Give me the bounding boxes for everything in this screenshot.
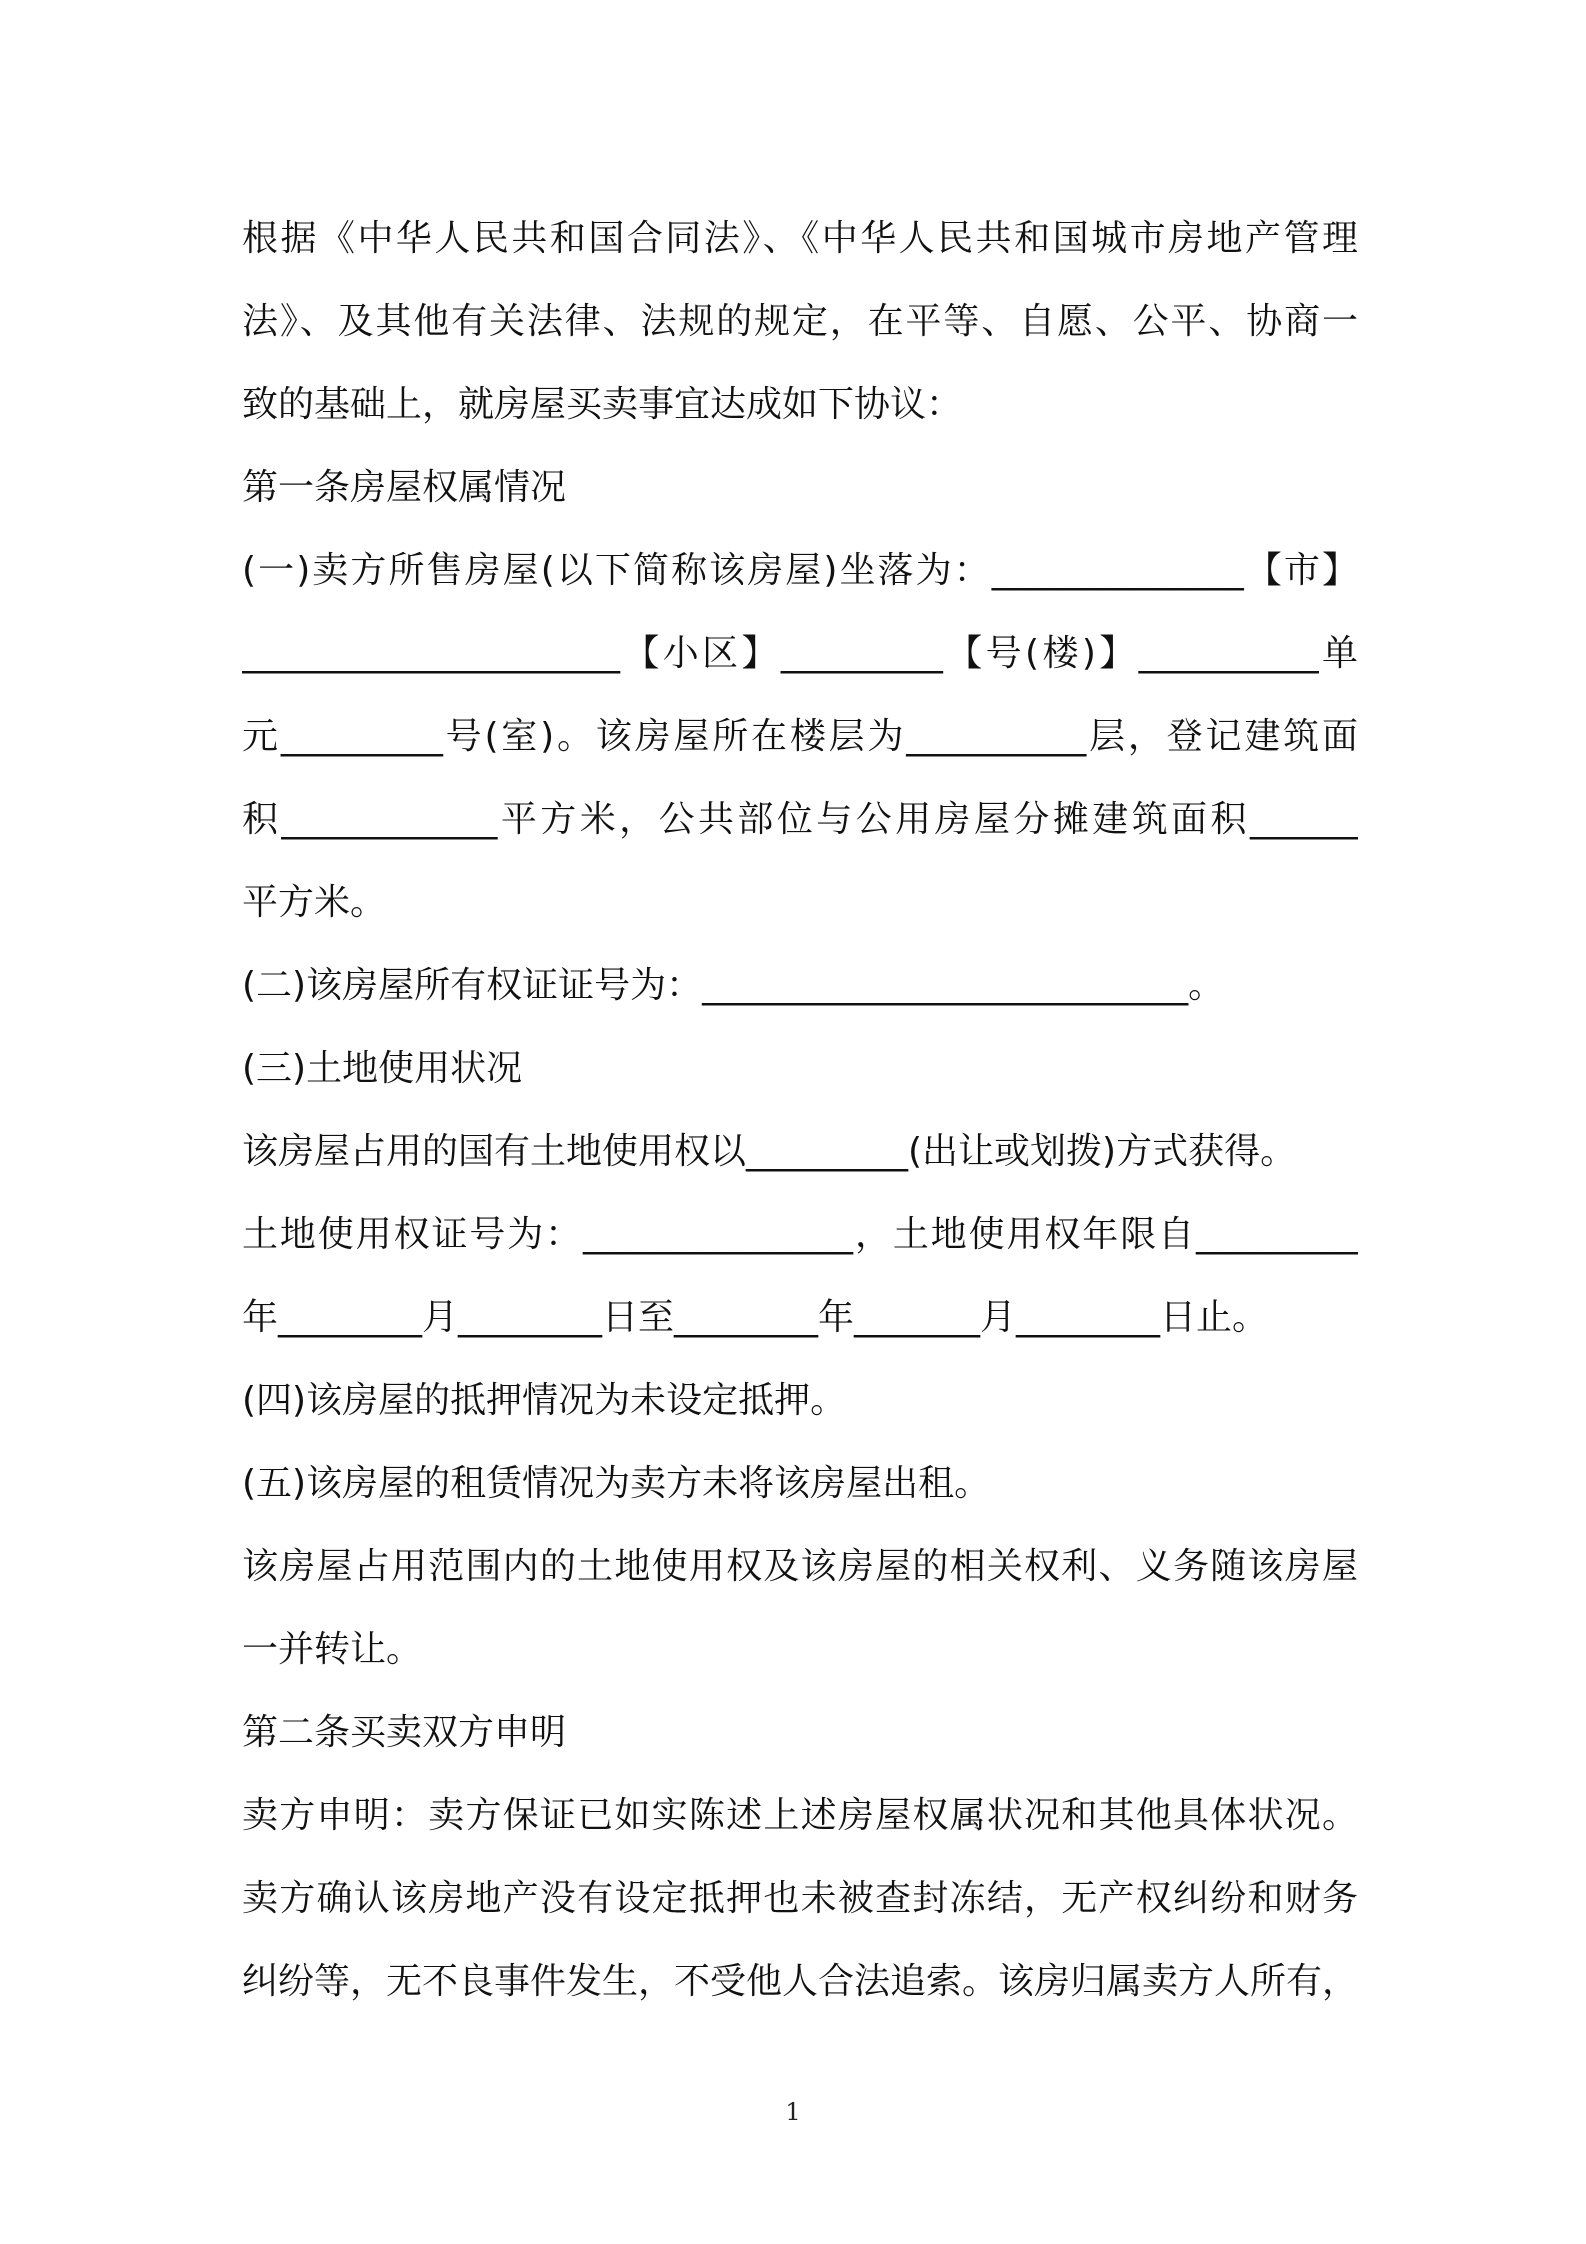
section-heading: 第二条买卖双方申明 <box>242 1712 567 1753</box>
text-line: 根据《中华人民共和国合同法》、《中华人民共和国城市房地产管理 <box>242 218 1358 259</box>
text-line: (一)卖方所售房屋(以下简称该房屋)坐落为：______________【市】 <box>242 550 1358 591</box>
text-line: 法》、及其他有关法律、法规的规定，在平等、自愿、公平、协商一 <box>242 301 1358 342</box>
text-line: 该房屋占用范围内的土地使用权及该房屋的相关权利、义务随该房屋 <box>242 1546 1358 1587</box>
text-line: _____________________【小区】_________【号(楼)】__________单 <box>242 633 1358 674</box>
text-line: 元_________号(室)。该房屋所在楼层为__________层，登记建筑面 <box>242 716 1358 757</box>
text-line: 积____________平方米，公共部位与公用房屋分摊建筑面积______ <box>242 799 1358 840</box>
text-line: 卖方申明：卖方保证已如实陈述上述房屋权属状况和其他具体状况。 <box>242 1795 1358 1836</box>
page-number: 1 <box>785 2098 801 2126</box>
subsection-heading: (三)土地使用状况 <box>242 1048 523 1089</box>
text-line: 致的基础上，就房屋买卖事宜达成如下协议： <box>242 384 963 425</box>
text-line: (二)该房屋所有权证证号为：___________________________。 <box>242 965 1225 1006</box>
document-body <box>242 197 1358 2023</box>
text-line: 土地使用权证号为：_______________，土地使用权年限自_________ <box>242 1214 1358 1255</box>
text-line: 一并转让。 <box>242 1629 423 1670</box>
text-line: (四)该房屋的抵押情况为未设定抵押。 <box>242 1380 847 1421</box>
text-line: (五)该房屋的租赁情况为卖方未将该房屋出租。 <box>242 1463 991 1504</box>
text-line: 卖方确认该房地产没有设定抵押也未被查封冻结，无产权纠纷和财务 <box>242 1878 1358 1919</box>
text-line: 该房屋占用的国有土地使用权以_________(出让或划拨)方式获得。 <box>242 1131 1297 1172</box>
section-heading: 第一条房屋权属情况 <box>242 467 567 508</box>
text-line: 年________月________日至________年_______月________日止。 <box>242 1297 1268 1338</box>
text-line: 平方米。 <box>242 882 387 923</box>
text-line: 纠纷等，无不良事件发生，不受他人合法追索。该房归属卖方人所有， <box>242 1961 1358 2002</box>
